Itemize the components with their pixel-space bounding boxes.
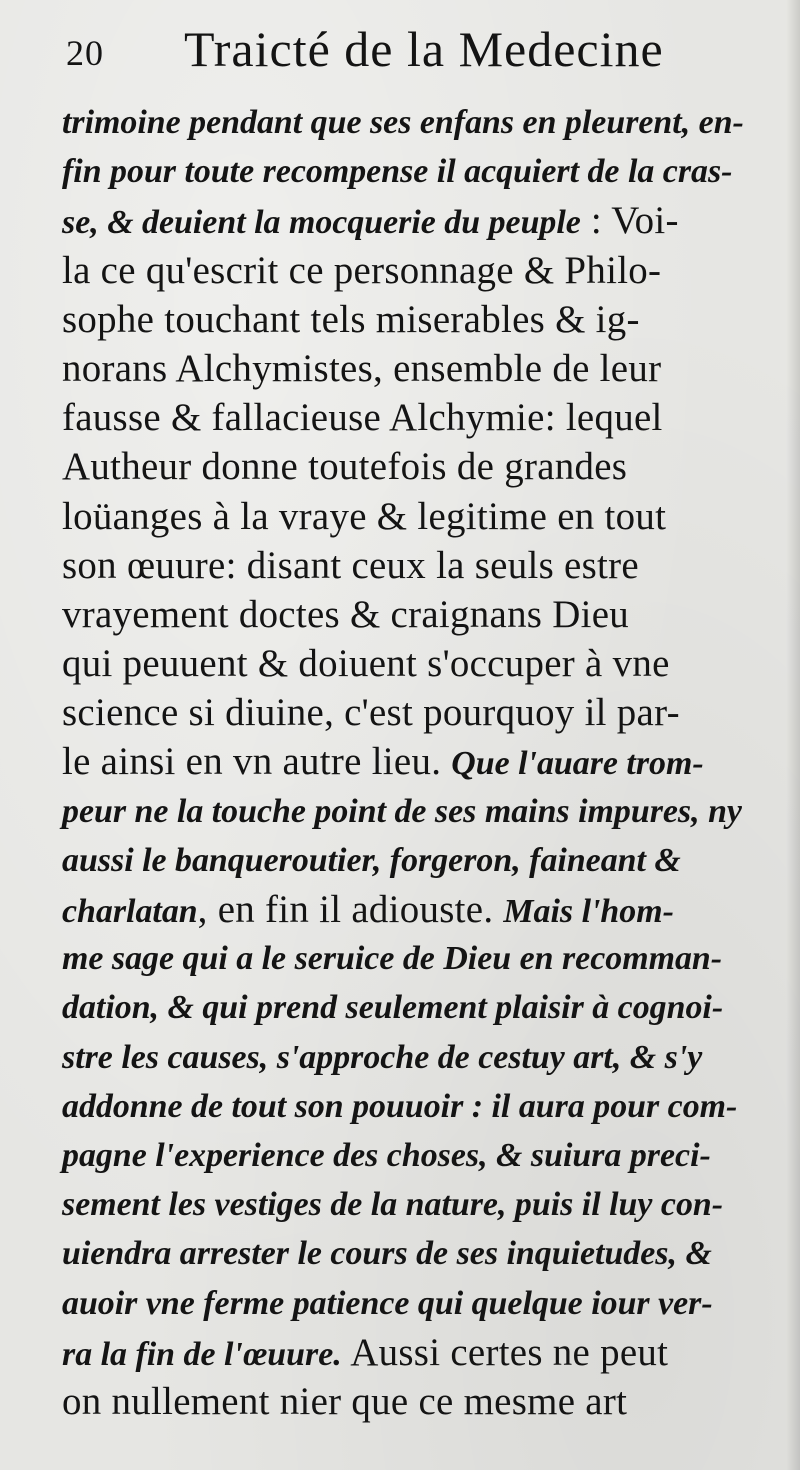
running-title: Traicté de la Medecine bbox=[184, 21, 664, 77]
italic-text-segment: Mais l'hom- bbox=[503, 893, 674, 930]
italic-text-segment: uiendra arrester le cours de ses inquietudes, & bbox=[62, 1235, 712, 1273]
italic-text-segment: me sage qui a le seruice de Dieu en recomman- bbox=[62, 940, 723, 978]
roman-text-segment: on nullement nier que ce mesme art bbox=[62, 1379, 628, 1423]
text-line bbox=[62, 688, 750, 737]
text-line bbox=[62, 344, 750, 393]
text-line bbox=[62, 836, 750, 885]
text-line bbox=[62, 196, 750, 245]
text-line bbox=[62, 1279, 750, 1328]
roman-text-segment: , en fin il adiouste. bbox=[197, 888, 504, 931]
text-line bbox=[62, 737, 750, 786]
italic-text-segment: auoir vne ferme patience qui quelque iour ver- bbox=[62, 1284, 713, 1322]
roman-text-segment: qui peuuent & doiuent s'occuper à vne bbox=[62, 642, 670, 686]
text-line bbox=[62, 541, 750, 590]
roman-text-segment: sophe touchant tels miserables & ig- bbox=[62, 297, 640, 341]
text-line bbox=[62, 787, 750, 836]
italic-text-segment: aussi le banqueroutier, forgeron, faineant & bbox=[62, 841, 681, 879]
text-line bbox=[62, 590, 750, 639]
text-line bbox=[62, 983, 750, 1032]
italic-text-segment: Que l'auare trom- bbox=[451, 745, 704, 783]
text-line bbox=[62, 295, 750, 344]
body-text bbox=[62, 98, 752, 1426]
italic-text-segment: charlatan bbox=[62, 893, 198, 930]
text-line bbox=[62, 492, 750, 541]
roman-text-segment: : Voi- bbox=[580, 199, 679, 243]
roman-text-segment: Aussi certes ne peut bbox=[350, 1330, 669, 1374]
roman-text-segment: la ce qu'escrit ce personnage & Philo- bbox=[62, 248, 662, 292]
text-line bbox=[62, 147, 750, 196]
text-line bbox=[62, 885, 750, 934]
roman-text-segment: science si diuine, c'est pourquoy il par- bbox=[62, 691, 680, 735]
roman-text-segment: le ainsi en vn autre lieu. bbox=[62, 740, 452, 784]
italic-text-segment: se, & deuient la mocquerie du peuple bbox=[62, 204, 581, 242]
text-line bbox=[62, 934, 750, 983]
text-line bbox=[62, 1229, 750, 1278]
italic-text-segment: sement les vestiges de la nature, puis il luy con- bbox=[62, 1186, 724, 1224]
italic-text-segment: stre les causes, s'approche de cestuy art, & s'y bbox=[62, 1038, 703, 1076]
page-number: 20 bbox=[66, 33, 104, 73]
text-line bbox=[62, 1328, 750, 1377]
italic-text-segment: pagne l'experience des choses, & suiura preci- bbox=[62, 1136, 711, 1174]
roman-text-segment: son œuure: disant ceux la seuls estre bbox=[62, 543, 639, 587]
roman-text-segment: Autheur donne toutefois de grandes bbox=[62, 445, 628, 489]
text-line bbox=[62, 442, 750, 491]
italic-text-segment: fin pour toute recompense il acquiert de la cras- bbox=[62, 153, 733, 191]
italic-text-segment: dation, & qui prend seulement plaisir à cognoi- bbox=[62, 989, 724, 1027]
italic-text-segment: peur ne la touche point de ses mains impures, ny bbox=[62, 792, 742, 830]
italic-text-segment: trimoine pendant que ses enfans en pleurent, en- bbox=[62, 104, 744, 141]
text-line bbox=[62, 98, 750, 147]
text-line bbox=[62, 639, 750, 688]
roman-text-segment: fausse & fallacieuse Alchymie: lequel bbox=[62, 396, 663, 440]
text-line bbox=[62, 1377, 750, 1426]
text-line bbox=[62, 393, 750, 442]
page-edge-shadow bbox=[786, 0, 800, 1470]
italic-text-segment: addonne de tout son pouuoir : il aura pour com- bbox=[62, 1087, 738, 1125]
italic-text-segment: ra la fin de l'œuure. bbox=[62, 1335, 351, 1373]
text-line bbox=[62, 246, 750, 295]
roman-text-segment: loüanges à la vraye & legitime en tout bbox=[62, 494, 667, 538]
roman-text-segment: norans Alchymistes, ensemble de leur bbox=[62, 346, 662, 390]
page-header bbox=[62, 18, 762, 88]
text-line bbox=[62, 1082, 750, 1131]
text-line bbox=[62, 1033, 750, 1082]
roman-text-segment: vrayement doctes & craignans Dieu bbox=[62, 592, 630, 636]
text-line bbox=[62, 1180, 750, 1229]
text-line bbox=[62, 1131, 750, 1180]
